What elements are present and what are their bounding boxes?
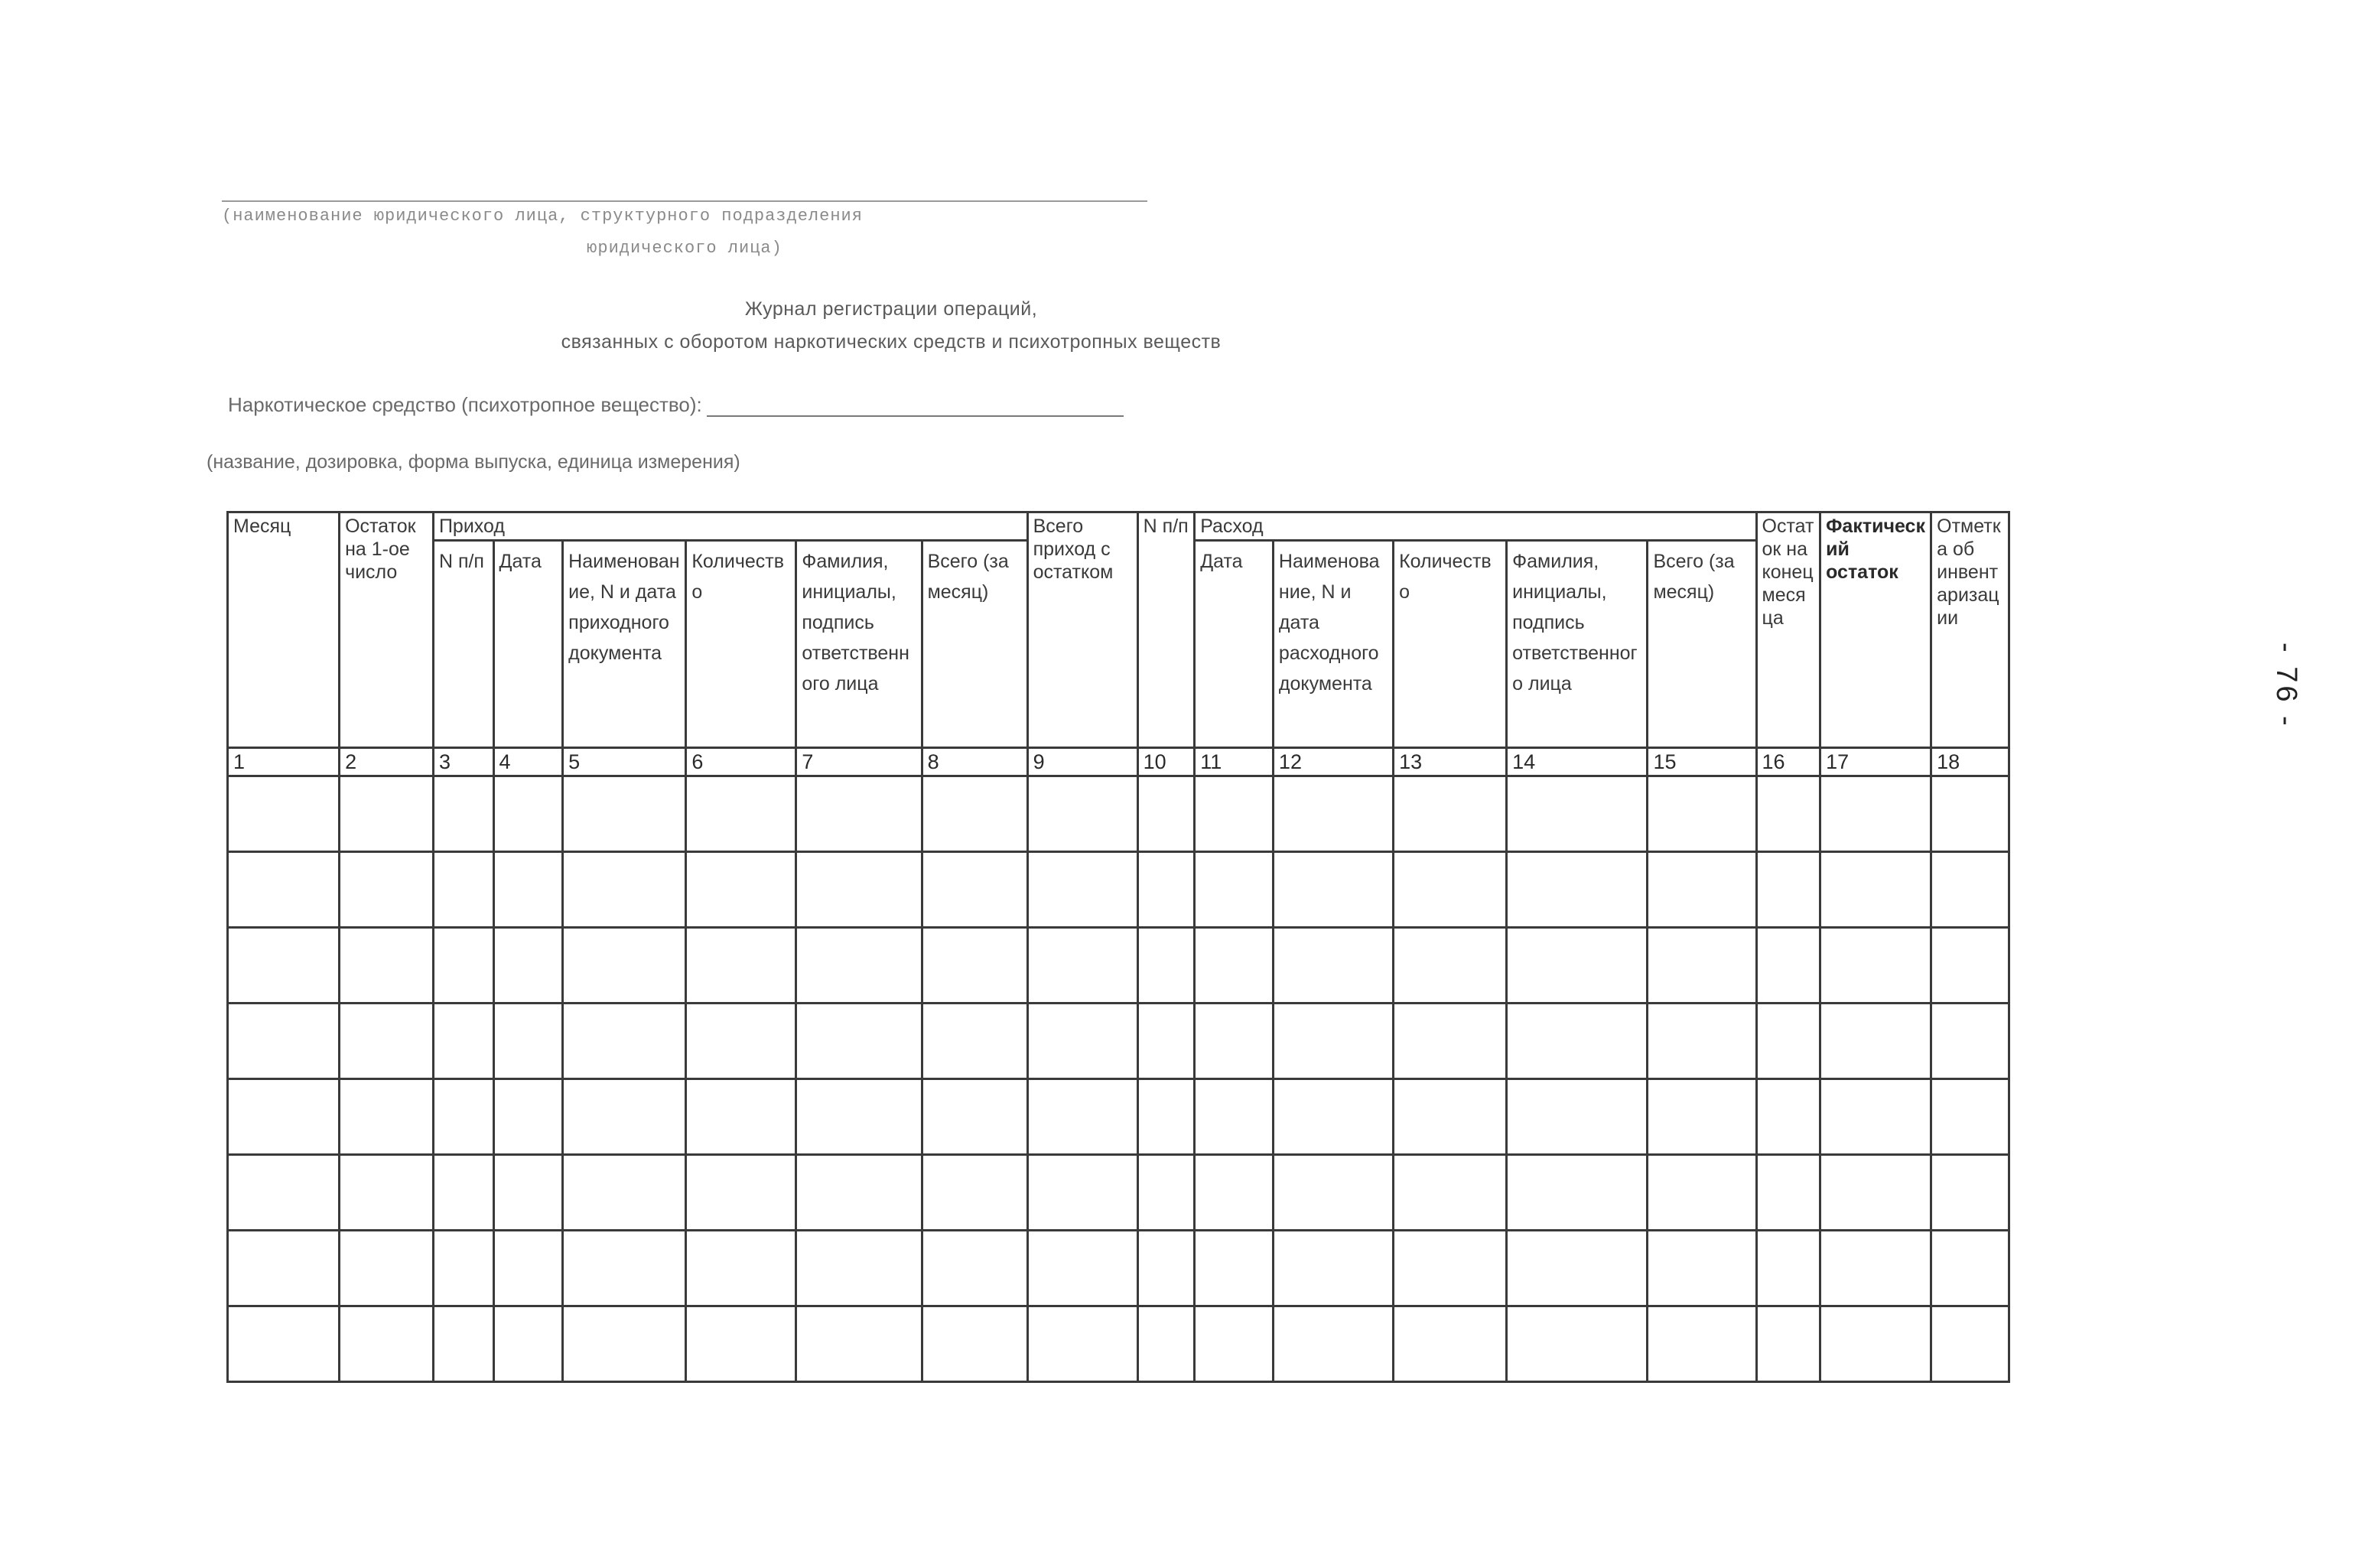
substance-field (228, 393, 1124, 417)
table-cell[interactable] (433, 851, 493, 927)
table-cell[interactable] (1820, 927, 1931, 1003)
substance-label: Наркотическое средство (психотропное вещество): (228, 393, 702, 416)
table-cell[interactable] (1027, 1154, 1137, 1230)
table-cell[interactable] (1027, 776, 1137, 851)
table-cell[interactable] (1756, 927, 1820, 1003)
table-cell[interactable] (1195, 851, 1274, 927)
column-number: 13 (1394, 747, 1507, 776)
table-cell[interactable] (340, 1003, 434, 1078)
table-cell[interactable] (796, 1230, 922, 1306)
table-cell[interactable] (228, 776, 340, 851)
table-cell[interactable] (922, 1003, 1027, 1078)
table-cell[interactable] (1931, 1306, 2009, 1381)
table-cell[interactable] (1648, 1230, 1756, 1306)
table-row (228, 1078, 2009, 1154)
blank-rows (228, 776, 2009, 1381)
column-number: 8 (922, 747, 1027, 776)
table-cell[interactable] (563, 1003, 686, 1078)
table-cell[interactable] (1394, 776, 1507, 851)
table-cell[interactable] (1273, 1154, 1393, 1230)
table-row (228, 1230, 2009, 1306)
column-number: 12 (1273, 747, 1393, 776)
header-rule (222, 200, 1147, 202)
column-number: 1 (228, 747, 340, 776)
table-cell[interactable] (686, 1154, 796, 1230)
table-cell[interactable] (686, 1230, 796, 1306)
col-opening-balance-header: Остаток на 1-ое число (340, 512, 434, 748)
substance-caption: (название, дозировка, форма выпуска, единица измерения) (207, 451, 740, 473)
expense-total-header: Всего (за месяц) (1648, 541, 1756, 748)
table-cell[interactable] (1394, 927, 1507, 1003)
column-number: 4 (493, 747, 563, 776)
table-cell[interactable] (1931, 851, 2009, 927)
table-cell[interactable] (686, 927, 796, 1003)
table-cell[interactable] (922, 1154, 1027, 1230)
table-cell[interactable] (1027, 1003, 1137, 1078)
table-cell[interactable] (433, 1154, 493, 1230)
journal-title-line1: Журнал регистрации операций, (744, 298, 1038, 320)
table-cell[interactable] (1273, 1078, 1393, 1154)
table-cell[interactable] (1648, 1154, 1756, 1230)
column-number: 6 (686, 747, 796, 776)
table-cell[interactable] (493, 1154, 563, 1230)
table-cell[interactable] (1507, 1078, 1648, 1154)
table-cell[interactable] (1507, 1306, 1648, 1381)
table-cell[interactable] (228, 1078, 340, 1154)
table-cell[interactable] (493, 776, 563, 851)
table-cell[interactable] (686, 1306, 796, 1381)
table-cell[interactable] (1137, 1306, 1195, 1381)
table-cell[interactable] (1820, 1306, 1931, 1381)
col-inventory-mark-header: Отметка об инвентаризации (1931, 512, 2009, 748)
income-qty-header: Количество (686, 541, 796, 748)
col-total-income-header: Всего приход с остатком (1027, 512, 1137, 748)
table-cell[interactable] (922, 776, 1027, 851)
table-cell[interactable] (922, 1306, 1027, 1381)
table-cell[interactable] (1931, 1154, 2009, 1230)
expense-doc-header: Наименование, N и дата расходного документа (1273, 541, 1393, 748)
table-cell[interactable] (1394, 1003, 1507, 1078)
column-number: 2 (340, 747, 434, 776)
page-number: - 76 - (2270, 642, 2302, 729)
table-cell[interactable] (922, 927, 1027, 1003)
table-cell[interactable] (340, 1306, 434, 1381)
income-doc-header: Наименование, N и дата приходного документа (563, 541, 686, 748)
table-cell[interactable] (433, 776, 493, 851)
col-month-header: Месяц (228, 512, 340, 748)
table-cell[interactable] (563, 1230, 686, 1306)
table-row (228, 927, 2009, 1003)
table-cell[interactable] (1820, 776, 1931, 851)
income-total-header: Всего (за месяц) (922, 541, 1027, 748)
table-cell[interactable] (1027, 1078, 1137, 1154)
col-closing-balance-header: Остаток на конец месяца (1756, 512, 1820, 748)
expense-date-header: Дата (1195, 541, 1274, 748)
table-cell[interactable] (563, 1078, 686, 1154)
table-row (228, 1154, 2009, 1230)
table-cell[interactable] (796, 1003, 922, 1078)
table-cell[interactable] (1273, 1230, 1393, 1306)
table-cell[interactable] (1027, 1306, 1137, 1381)
table-row (228, 1003, 2009, 1078)
table-cell[interactable] (563, 927, 686, 1003)
table-cell[interactable] (1137, 851, 1195, 927)
column-number: 7 (796, 747, 922, 776)
table-cell[interactable] (493, 1003, 563, 1078)
table-cell[interactable] (433, 1306, 493, 1381)
table-cell[interactable] (563, 776, 686, 851)
table-cell[interactable] (686, 1078, 796, 1154)
table-cell[interactable] (796, 851, 922, 927)
table-cell[interactable] (228, 1306, 340, 1381)
table-cell[interactable] (1027, 927, 1137, 1003)
table-cell[interactable] (493, 1078, 563, 1154)
table-cell[interactable] (1507, 776, 1648, 851)
table-cell[interactable] (1931, 1230, 2009, 1306)
income-person-header: Фамилия, инициалы, подпись ответственного лица (796, 541, 922, 748)
expense-group-header: Расход (1195, 512, 1756, 541)
table-cell[interactable] (1820, 851, 1931, 927)
income-group-header: Приход (433, 512, 1027, 541)
header-caption-line2: юридического лица) (587, 239, 782, 258)
substance-fill-line (707, 399, 1124, 417)
column-number: 11 (1195, 747, 1274, 776)
table-cell[interactable] (1756, 851, 1820, 927)
table-cell[interactable] (1195, 1154, 1274, 1230)
table-cell[interactable] (1137, 1003, 1195, 1078)
column-number: 10 (1137, 747, 1195, 776)
table-cell[interactable] (228, 927, 340, 1003)
table-cell[interactable] (1195, 1230, 1274, 1306)
table-cell[interactable] (1137, 1078, 1195, 1154)
table-cell[interactable] (340, 1078, 434, 1154)
table-row (228, 1306, 2009, 1381)
table-cell[interactable] (1931, 927, 2009, 1003)
table-cell[interactable] (1394, 1078, 1507, 1154)
table-cell[interactable] (1820, 1230, 1931, 1306)
column-number: 5 (563, 747, 686, 776)
table-cell[interactable] (1648, 1078, 1756, 1154)
table-cell[interactable] (686, 776, 796, 851)
header-row-1 (228, 512, 2009, 541)
table-cell[interactable] (228, 1230, 340, 1306)
table-cell[interactable] (1820, 1154, 1931, 1230)
table-cell[interactable] (563, 851, 686, 927)
income-date-header: Дата (493, 541, 563, 748)
table-cell[interactable] (563, 1154, 686, 1230)
table-cell[interactable] (1756, 1003, 1820, 1078)
expense-qty-header: Количество (1394, 541, 1507, 748)
table-cell[interactable] (228, 1154, 340, 1230)
table-row (228, 851, 2009, 927)
table-cell[interactable] (686, 851, 796, 927)
table-cell[interactable] (1756, 1306, 1820, 1381)
table-cell[interactable] (1195, 927, 1274, 1003)
table-cell[interactable] (1507, 1003, 1648, 1078)
table-cell[interactable] (1394, 1154, 1507, 1230)
table-cell[interactable] (1027, 1230, 1137, 1306)
table-cell[interactable] (1756, 1230, 1820, 1306)
table-cell[interactable] (493, 927, 563, 1003)
table-cell[interactable] (1820, 1078, 1931, 1154)
table-cell[interactable] (922, 1078, 1027, 1154)
table-cell[interactable] (1507, 851, 1648, 927)
table-cell[interactable] (340, 851, 434, 927)
table-cell[interactable] (686, 1003, 796, 1078)
table-cell[interactable] (1273, 1306, 1393, 1381)
column-number: 9 (1027, 747, 1137, 776)
column-number: 15 (1648, 747, 1756, 776)
table-cell[interactable] (1195, 1078, 1274, 1154)
table-cell[interactable] (1273, 776, 1393, 851)
col-expense-num-header: N п/п (1137, 512, 1195, 748)
table-cell[interactable] (1648, 1306, 1756, 1381)
table-cell[interactable] (796, 1078, 922, 1154)
table-cell[interactable] (1273, 927, 1393, 1003)
table-cell[interactable] (1137, 1230, 1195, 1306)
table-cell[interactable] (1273, 1003, 1393, 1078)
table-cell[interactable] (1648, 851, 1756, 927)
table-cell[interactable] (1394, 1306, 1507, 1381)
table-cell[interactable] (493, 851, 563, 927)
expense-person-header: Фамилия, инициалы, подпись ответственного лица (1507, 541, 1648, 748)
table-cell[interactable] (1137, 776, 1195, 851)
table-cell[interactable] (433, 927, 493, 1003)
table-cell[interactable] (1273, 851, 1393, 927)
table-cell[interactable] (922, 851, 1027, 927)
table-cell[interactable] (796, 927, 922, 1003)
table-cell[interactable] (1195, 1306, 1274, 1381)
table-cell[interactable] (1137, 927, 1195, 1003)
col-actual-balance-header: Фактический остаток (1820, 512, 1931, 748)
table-cell[interactable] (922, 1230, 1027, 1306)
table-cell[interactable] (796, 776, 922, 851)
journal-title-line2: связанных с оборотом наркотических средств и психотропных веществ (561, 331, 1222, 353)
table-cell[interactable] (1507, 1230, 1648, 1306)
table-cell[interactable] (1394, 851, 1507, 927)
table-cell[interactable] (433, 1078, 493, 1154)
table-cell[interactable] (1507, 927, 1648, 1003)
header-caption-line1: (наименование юридического лица, структурного подразделения (222, 207, 863, 226)
table-cell[interactable] (1820, 1003, 1931, 1078)
table-cell[interactable] (1931, 1003, 2009, 1078)
table-cell[interactable] (1931, 1078, 2009, 1154)
table-cell[interactable] (563, 1306, 686, 1381)
table-cell[interactable] (1931, 776, 2009, 851)
table-cell[interactable] (1756, 1078, 1820, 1154)
table-cell[interactable] (1137, 1154, 1195, 1230)
table-cell[interactable] (340, 927, 434, 1003)
table-cell[interactable] (493, 1306, 563, 1381)
column-number: 14 (1507, 747, 1648, 776)
table-cell[interactable] (340, 776, 434, 851)
table-cell[interactable] (1648, 1003, 1756, 1078)
table-cell[interactable] (1027, 851, 1137, 927)
table-cell[interactable] (1394, 1230, 1507, 1306)
table-cell[interactable] (1648, 776, 1756, 851)
table-cell[interactable] (433, 1230, 493, 1306)
table-cell[interactable] (228, 1003, 340, 1078)
column-number: 16 (1756, 747, 1820, 776)
income-num-header: N п/п (433, 541, 493, 748)
table-cell[interactable] (1648, 927, 1756, 1003)
column-number: 17 (1820, 747, 1931, 776)
table-cell[interactable] (228, 851, 340, 927)
table-cell[interactable] (1756, 776, 1820, 851)
table-cell[interactable] (340, 1154, 434, 1230)
table-cell[interactable] (796, 1306, 922, 1381)
table-cell[interactable] (1507, 1154, 1648, 1230)
column-numbers-row (228, 747, 2009, 776)
table-cell[interactable] (1195, 776, 1274, 851)
column-number: 18 (1931, 747, 2009, 776)
column-number: 3 (433, 747, 493, 776)
table-cell[interactable] (433, 1003, 493, 1078)
table-cell[interactable] (1195, 1003, 1274, 1078)
table-cell[interactable] (493, 1230, 563, 1306)
table-row (228, 776, 2009, 851)
table-cell[interactable] (1756, 1154, 1820, 1230)
table-cell[interactable] (796, 1154, 922, 1230)
journal-table (226, 511, 2010, 1383)
table-cell[interactable] (340, 1230, 434, 1306)
